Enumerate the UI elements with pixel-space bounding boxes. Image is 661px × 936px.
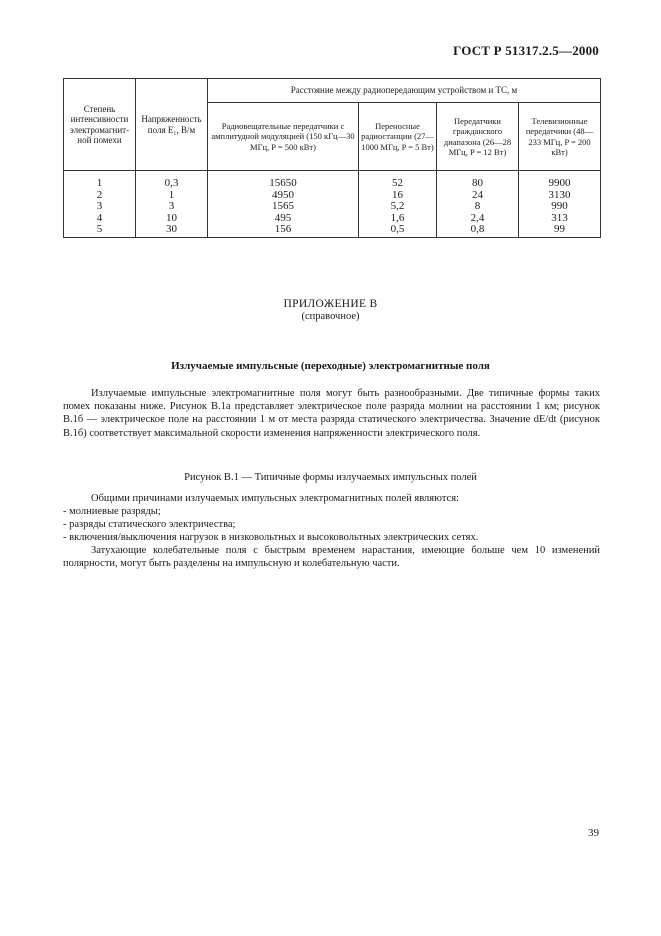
cell: 4 [64, 213, 136, 225]
list-item: - включения/выключения нагрузок в низковольтных и высоковольтных электрических сетях. [63, 532, 479, 544]
cell: 30 [136, 224, 208, 237]
cell: 15650 [208, 171, 359, 190]
list-item: - разряды статического электричества; [63, 519, 236, 531]
cell: 4950 [208, 190, 359, 202]
section-title: Излучаемые импульсные (переходные) электромагнитные поля [171, 360, 490, 372]
causes-list [63, 505, 600, 545]
header-distance-group: Расстояние между радиопередающим устройством и ТС, м [208, 79, 601, 103]
appendix-title: ПРИЛОЖЕНИЕ В [283, 298, 378, 310]
table-row [64, 201, 601, 213]
distance-table [63, 78, 601, 238]
cell: 1 [64, 171, 136, 190]
cell: 495 [208, 213, 359, 225]
cell: 8 [437, 201, 519, 213]
cell: 24 [437, 190, 519, 202]
cell: 99 [519, 224, 601, 237]
cell: 1,6 [359, 213, 437, 225]
appendix-subtitle: (справочное) [301, 311, 360, 322]
paragraph-causes: Общими причинами излучаемых импульсных электромагнитных полей являются: [91, 493, 459, 504]
cell: 0,5 [359, 224, 437, 237]
header-intensity-level: Степень интенсивности электромагнит-ной помехи [64, 79, 136, 171]
cell: 5,2 [359, 201, 437, 213]
cell: 313 [519, 213, 601, 225]
list-item: - молниевые разряды; [63, 506, 161, 517]
cell: 990 [519, 201, 601, 213]
cell: 156 [208, 224, 359, 237]
cell: 1565 [208, 201, 359, 213]
cell: 10 [136, 213, 208, 225]
cell: 52 [359, 171, 437, 190]
header-citizens-band: Передатчики гражданского диапазона (26—28 МГц, P = 12 Вт) [437, 103, 519, 171]
cell: 2,4 [437, 213, 519, 225]
page-number: 39 [588, 827, 599, 839]
header-broadcast-am: Радиовещательные передатчики с амплитудной модуляцией (150 кГц—30 МГц, P = 500 кВт) [208, 103, 359, 171]
cell: 5 [64, 224, 136, 237]
cell: 3 [64, 201, 136, 213]
cell: 80 [437, 171, 519, 190]
cell: 3130 [519, 190, 601, 202]
table-row [64, 224, 601, 237]
cell: 3 [136, 201, 208, 213]
table-row [64, 190, 601, 202]
cell: 0,3 [136, 171, 208, 190]
figure-caption: Рисунок В.1 — Типичные формы излучаемых импульсных полей [184, 472, 477, 483]
header-field-strength: Напряженность поля E₁, В/м [136, 79, 208, 171]
cell: 2 [64, 190, 136, 202]
header-tv-transmitters: Телевизионные передатчики (48—233 МГц, P = 200 кВт) [519, 103, 601, 171]
table-row [64, 171, 601, 190]
document-header: ГОСТ Р 51317.2.5—2000 [453, 43, 599, 58]
cell: 16 [359, 190, 437, 202]
paragraph-intro: Излучаемые импульсные электромагнитные поля могут быть разнообразными. Две типичные формы таких помех показаны ниже. Рисунок В.1а представляет электрическое поле разряда молнии на расстоянии 1 км; рисунок В.1б — электрическое поле на расстоянии 1 м от места разряда статического электричества. Значение dE/dt (рисунок В.1б) соответствует максимальной скорости изменения напряженности электрического поля. [63, 388, 600, 439]
cell: 1 [136, 190, 208, 202]
paragraph-damped: Затухающие колебательные поля с быстрым временем нарастания, имеющие больше чем 10 изменений полярности, могут быть разделены на импульсную и колебательную части. [63, 545, 600, 570]
cell: 9900 [519, 171, 601, 190]
header-portable-radio: Переносные радиостанции (27—1000 МГц, P = 5 Вт) [359, 103, 437, 171]
table-row [64, 213, 601, 225]
cell: 0,8 [437, 224, 519, 237]
